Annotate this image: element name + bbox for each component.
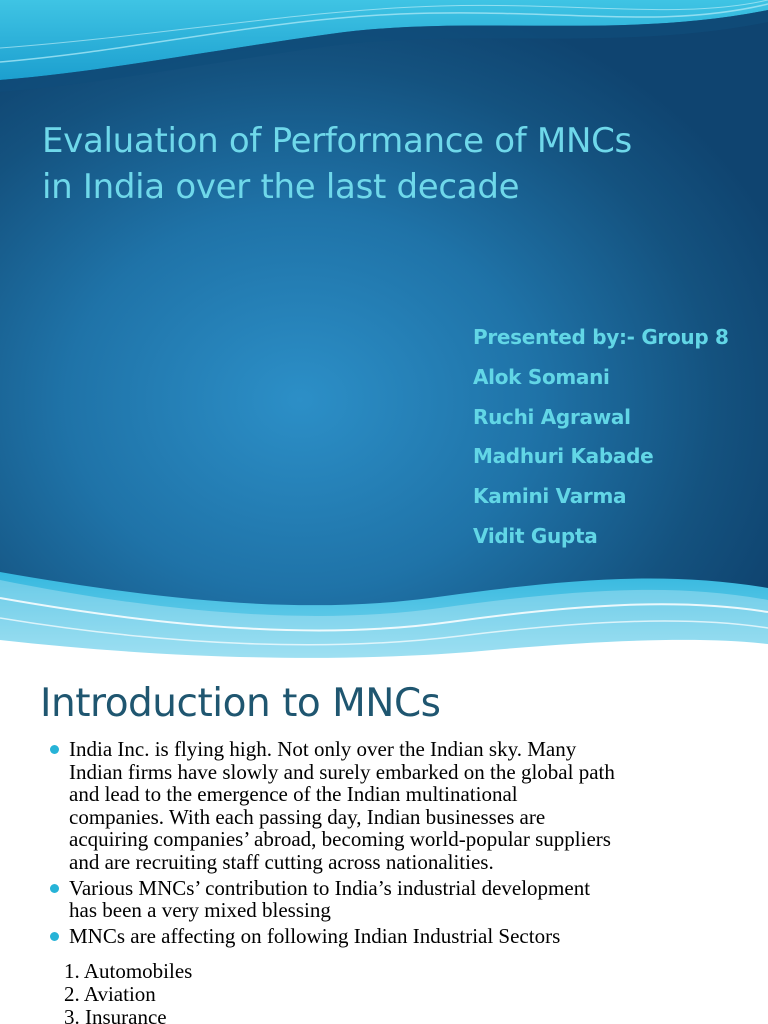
bullet-text-line: companies. With each passing day, Indian businesses are xyxy=(69,804,546,829)
slide-title xyxy=(42,118,752,210)
bullet-text-line: and are recruiting staff cutting across nationalities. xyxy=(69,849,494,874)
bullet-icon xyxy=(50,745,59,754)
bullet-icon xyxy=(50,884,59,893)
bullet-icon xyxy=(50,932,59,941)
bullet-text-line: India Inc. is flying high. Not only over the Indian sky. Many xyxy=(69,737,577,761)
slide-title-line: Evaluation of Performance of MNCs xyxy=(42,121,632,161)
intro-title: Introduction to MNCs xyxy=(40,681,441,726)
bullet-text-line: and lead to the emergence of the Indian multinational xyxy=(69,782,518,807)
presenter-name: Vidit Gupta xyxy=(473,523,598,548)
presenter-name: Madhuri Kabade xyxy=(473,444,654,469)
sector-item: 2. Aviation xyxy=(64,982,156,1006)
slide-title-line: in India over the last decade xyxy=(42,167,520,207)
bullet-list xyxy=(48,738,760,950)
bullet-text-line: acquiring companies’ abroad, becoming world-popular suppliers xyxy=(69,827,611,852)
bullet-text-line: Indian firms have slowly and surely embarked on the global path xyxy=(69,759,615,784)
bullet-item xyxy=(48,738,760,874)
presenter-name: Ruchi Agrawal xyxy=(473,404,631,429)
sector-item: 1. Automobiles xyxy=(64,959,193,983)
bullet-text-line: Various MNCs’ contribution to India’s industrial development xyxy=(69,875,591,900)
presenter-name: Kamini Varma xyxy=(473,484,627,509)
sector-list xyxy=(64,960,192,1024)
bullet-text-line: MNCs are affecting on following Indian Industrial Sectors xyxy=(69,923,561,948)
presented-by-label: Presented by:- Group 8 xyxy=(473,325,729,349)
intro-slide xyxy=(0,660,768,1024)
bullet-item xyxy=(48,925,760,948)
bullet-text-line: has been a very mixed blessing xyxy=(69,898,331,923)
presenter-name: Alok Somani xyxy=(473,364,610,389)
bullet-item xyxy=(48,877,760,922)
sector-item: 3. Insurance xyxy=(64,1005,167,1024)
presenter-list xyxy=(473,322,763,561)
